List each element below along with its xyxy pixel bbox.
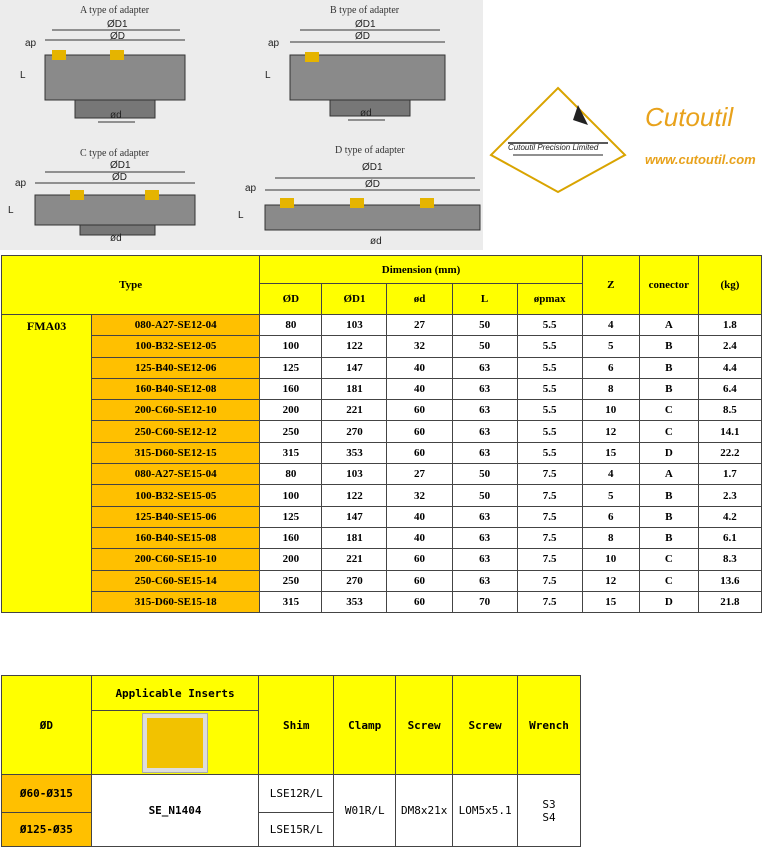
od-cell: 125 (260, 357, 322, 378)
pmax-cell: 7.5 (517, 506, 582, 527)
z-cell: 4 (582, 464, 639, 485)
connector-cell: B (639, 506, 698, 527)
length-cell: 63 (452, 570, 517, 591)
shim-2: LSE15R/L (259, 813, 334, 847)
od-cell: 160 (260, 378, 322, 399)
connector-cell: C (639, 549, 698, 570)
type-cell: 080-A27-SE15-04 (92, 464, 260, 485)
clamp-value: W01R/L (334, 775, 396, 847)
adapter-b-drawing (290, 30, 445, 120)
pmax-cell: 5.5 (517, 315, 582, 336)
diagram-d-title: D type of adapter (335, 145, 405, 156)
wrench-1: S3 (542, 797, 556, 811)
dimension-table (1, 255, 762, 613)
series-label: FMA03 (2, 315, 92, 613)
bore-cell: 40 (387, 378, 452, 399)
z-cell: 5 (582, 336, 639, 357)
wrench-values (518, 775, 581, 847)
table-row (2, 549, 762, 570)
diagram-b-title: B type of adapter (330, 5, 400, 16)
pmax-cell: 5.5 (517, 400, 582, 421)
pmax-cell: 5.5 (517, 336, 582, 357)
od-cell: 125 (260, 506, 322, 527)
od1-cell: 181 (322, 378, 387, 399)
bore-cell: 40 (387, 357, 452, 378)
od-cell: 200 (260, 400, 322, 421)
bore-cell: 60 (387, 570, 452, 591)
c-d-label: ØD (112, 172, 127, 183)
b-d-label: ØD (355, 31, 370, 42)
od1-cell: 353 (322, 442, 387, 463)
dimension-header: Dimension (mm) (260, 256, 582, 284)
screw2-header: Screw (453, 676, 518, 775)
type-cell: 125-B40-SE12-06 (92, 357, 260, 378)
adapter-a-drawing (45, 30, 185, 122)
diagram-a-title: A type of adapter (80, 5, 150, 16)
type-cell: 200-C60-SE15-10 (92, 549, 260, 570)
length-cell: 50 (452, 485, 517, 506)
type-cell: 200-C60-SE12-10 (92, 400, 260, 421)
z-cell: 15 (582, 442, 639, 463)
pmax-cell: 7.5 (517, 591, 582, 612)
pmax-cell: 5.5 (517, 357, 582, 378)
table-row (2, 442, 762, 463)
kg-cell: 4.2 (698, 506, 761, 527)
type-cell: 125-B40-SE15-06 (92, 506, 260, 527)
length-cell: 50 (452, 464, 517, 485)
kg-cell: 1.7 (698, 464, 761, 485)
od1-cell: 181 (322, 527, 387, 548)
clamp-header: Clamp (334, 676, 396, 775)
c-bore-label: ød (110, 233, 122, 244)
shim-header: Shim (259, 676, 334, 775)
od-cell: 80 (260, 464, 322, 485)
kg-cell: 1.8 (698, 315, 761, 336)
insert-image (143, 714, 207, 772)
od-cell: 315 (260, 591, 322, 612)
connector-cell: D (639, 442, 698, 463)
bore-cell: 32 (387, 485, 452, 506)
z-cell: 5 (582, 485, 639, 506)
od1-cell: 103 (322, 315, 387, 336)
kg-cell: 13.6 (698, 570, 761, 591)
table-row (2, 464, 762, 485)
od-cell: 250 (260, 570, 322, 591)
od1-cell: 122 (322, 485, 387, 506)
type-cell: 160-B40-SE15-08 (92, 527, 260, 548)
wrench-header: Wrench (518, 676, 581, 775)
d-l-label: L (238, 210, 244, 221)
length-cell: 63 (452, 506, 517, 527)
pmax-cell: 7.5 (517, 549, 582, 570)
kg-cell: 2.3 (698, 485, 761, 506)
type-cell: 100-B32-SE15-05 (92, 485, 260, 506)
type-cell: 080-A27-SE12-04 (92, 315, 260, 336)
a-d1-label: ØD1 (107, 19, 128, 30)
od1-cell: 221 (322, 400, 387, 421)
z-cell: 15 (582, 591, 639, 612)
od-cell: 315 (260, 442, 322, 463)
table-row (2, 357, 762, 378)
kg-header: (kg) (698, 256, 761, 315)
insert-image-cell (91, 711, 259, 775)
od-cell: 100 (260, 485, 322, 506)
od-cell: 160 (260, 527, 322, 548)
pmax-cell: 7.5 (517, 485, 582, 506)
connector-cell: A (639, 315, 698, 336)
od1-cell: 147 (322, 357, 387, 378)
applicable-inserts-header: Applicable Inserts (91, 676, 259, 711)
bore-cell: 60 (387, 549, 452, 570)
od-cell: 200 (260, 549, 322, 570)
z-cell: 10 (582, 400, 639, 421)
table-row (2, 527, 762, 548)
od-cell: 250 (260, 421, 322, 442)
wrench-2: S4 (542, 810, 556, 824)
kg-cell: 4.4 (698, 357, 761, 378)
kg-cell: 6.1 (698, 527, 761, 548)
length-cell: 63 (452, 421, 517, 442)
b-bore-label: ød (360, 108, 372, 119)
company-logo (488, 85, 628, 195)
screw1-header: Screw (396, 676, 453, 775)
z-cell: 12 (582, 421, 639, 442)
table-row (2, 400, 762, 421)
inserts-table (1, 675, 581, 847)
range-1: Ø60-Ø315 (2, 775, 92, 813)
bore-cell: 32 (387, 336, 452, 357)
length-cell: 63 (452, 442, 517, 463)
connector-cell: D (639, 591, 698, 612)
table-row (2, 336, 762, 357)
od1-cell: 270 (322, 421, 387, 442)
table-row (2, 485, 762, 506)
bore-cell: 60 (387, 421, 452, 442)
type-cell: 100-B32-SE12-05 (92, 336, 260, 357)
od1-cell: 353 (322, 591, 387, 612)
type-cell: 160-B40-SE12-08 (92, 378, 260, 399)
bore-cell: 40 (387, 527, 452, 548)
pmax-cell: 5.5 (517, 421, 582, 442)
pmax-cell: 7.5 (517, 570, 582, 591)
bore-cell: 40 (387, 506, 452, 527)
range-2: Ø125-Ø35 (2, 813, 92, 847)
z-cell: 8 (582, 378, 639, 399)
d-d1-label: ØD1 (362, 162, 383, 173)
kg-cell: 6.4 (698, 378, 761, 399)
connector-cell: B (639, 378, 698, 399)
dimension-rows (2, 315, 762, 613)
z-cell: 6 (582, 357, 639, 378)
connector-cell: C (639, 421, 698, 442)
c-l-label: L (8, 205, 14, 216)
company-name: Cutoutil Precision Limited (508, 143, 599, 152)
a-ap-label: ap (25, 38, 37, 49)
bore-cell: 60 (387, 400, 452, 421)
pmax-cell: 5.5 (517, 378, 582, 399)
type-cell: 250-C60-SE12-12 (92, 421, 260, 442)
a-bore-label: ød (110, 110, 122, 121)
od1-cell: 103 (322, 464, 387, 485)
table-row (2, 570, 762, 591)
connector-cell: B (639, 485, 698, 506)
c-d1-label: ØD1 (110, 160, 131, 171)
length-cell: 63 (452, 400, 517, 421)
od-cell: 80 (260, 315, 322, 336)
od1-cell: 221 (322, 549, 387, 570)
c-ap-label: ap (15, 178, 27, 189)
col-header-d1: ØD1 (322, 284, 387, 315)
a-d-label: ØD (110, 31, 125, 42)
table-row (2, 315, 762, 336)
pmax-cell: 5.5 (517, 442, 582, 463)
table-row (2, 378, 762, 399)
z-cell: 4 (582, 315, 639, 336)
screw1-value: DM8x21x (396, 775, 453, 847)
length-cell: 70 (452, 591, 517, 612)
length-cell: 63 (452, 549, 517, 570)
z-cell: 10 (582, 549, 639, 570)
table-row (2, 421, 762, 442)
kg-cell: 8.3 (698, 549, 761, 570)
length-cell: 63 (452, 378, 517, 399)
od1-cell: 122 (322, 336, 387, 357)
type-cell: 315-D60-SE12-15 (92, 442, 260, 463)
length-cell: 63 (452, 527, 517, 548)
d-d-label: ØD (365, 179, 380, 190)
b-ap-label: ap (268, 38, 280, 49)
type-cell: 315-D60-SE15-18 (92, 591, 260, 612)
adapter-diagrams (0, 0, 483, 250)
b-d1-label: ØD1 (355, 19, 376, 30)
table-row (2, 506, 762, 527)
website-link[interactable]: www.cutoutil.com (645, 152, 756, 167)
screw2-value: LOM5x5.1 (453, 775, 518, 847)
table-row (2, 591, 762, 612)
kg-cell: 22.2 (698, 442, 761, 463)
kg-cell: 2.4 (698, 336, 761, 357)
length-cell: 63 (452, 357, 517, 378)
d-ap-label: ap (245, 183, 257, 194)
od-header: ØD (2, 676, 92, 775)
z-cell: 12 (582, 570, 639, 591)
connector-cell: A (639, 464, 698, 485)
connector-cell: C (639, 400, 698, 421)
col-header-bore: ød (387, 284, 452, 315)
type-header: Type (2, 256, 260, 315)
logo-area (483, 0, 766, 250)
b-l-label: L (265, 70, 271, 81)
z-cell: 6 (582, 506, 639, 527)
col-header-d: ØD (260, 284, 322, 315)
a-l-label: L (20, 70, 26, 81)
connector-header: conector (639, 256, 698, 315)
bore-cell: 27 (387, 315, 452, 336)
d-bore-label: ød (370, 236, 382, 247)
type-cell: 250-C60-SE15-14 (92, 570, 260, 591)
od1-cell: 270 (322, 570, 387, 591)
bore-cell: 27 (387, 464, 452, 485)
col-header-l: L (452, 284, 517, 315)
length-cell: 50 (452, 315, 517, 336)
connector-cell: B (639, 527, 698, 548)
od1-cell: 147 (322, 506, 387, 527)
brand-name: Cutoutil (645, 102, 734, 132)
z-cell: 8 (582, 527, 639, 548)
length-cell: 50 (452, 336, 517, 357)
shim-1: LSE12R/L (259, 775, 334, 813)
z-header: Z (582, 256, 639, 315)
connector-cell: B (639, 357, 698, 378)
od-cell: 100 (260, 336, 322, 357)
col-header-pmax: øpmax (517, 284, 582, 315)
bore-cell: 60 (387, 442, 452, 463)
connector-cell: C (639, 570, 698, 591)
diagram-c-title: C type of adapter (80, 148, 150, 159)
insert-code: SE_N1404 (91, 775, 259, 847)
pmax-cell: 7.5 (517, 527, 582, 548)
pmax-cell: 7.5 (517, 464, 582, 485)
kg-cell: 21.8 (698, 591, 761, 612)
kg-cell: 8.5 (698, 400, 761, 421)
kg-cell: 14.1 (698, 421, 761, 442)
bore-cell: 60 (387, 591, 452, 612)
connector-cell: B (639, 336, 698, 357)
